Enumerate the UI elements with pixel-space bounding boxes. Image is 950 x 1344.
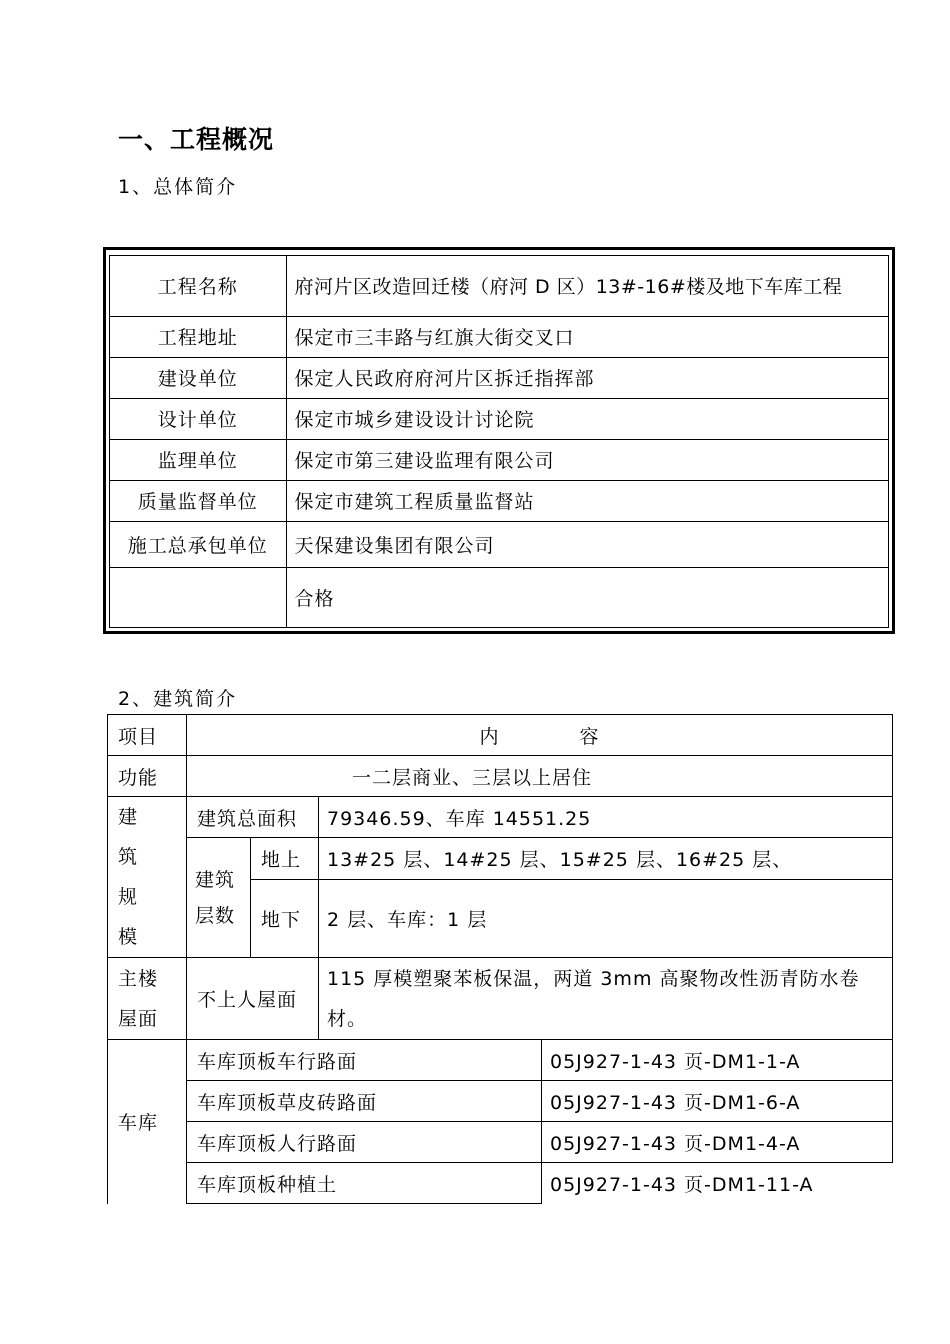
row-label: 质量监督单位 [110, 480, 286, 521]
table-row [110, 480, 888, 521]
table-row [108, 1081, 893, 1122]
overview-table-frame [103, 247, 895, 634]
table-row [110, 316, 888, 357]
table-row [108, 838, 893, 880]
row-value: 保定人民政府府河片区拆迁指挥部 [286, 357, 888, 398]
below-value: 2 层、车库：1 层 [319, 880, 893, 958]
garage-item-code: 05J927-1-43 页-DM1-11-A [542, 1163, 893, 1204]
garage-item-name: 车库顶板车行路面 [187, 1040, 542, 1081]
row-value: 天保建设集团有限公司 [286, 521, 888, 567]
row-label: 监理单位 [110, 439, 286, 480]
roof-value: 115 厚模塑聚苯板保温，两道 3mm 高聚物改性沥青防水卷 材。 [319, 958, 893, 1040]
header-item: 项目 [108, 715, 187, 756]
floors-label: 建筑 层数 [187, 838, 251, 958]
row-label: 工程地址 [110, 316, 286, 357]
row-label: 设计单位 [110, 398, 286, 439]
table-row [110, 521, 888, 567]
table-row [110, 357, 888, 398]
below-label: 地下 [251, 880, 319, 958]
garage-item-name: 车库顶板种植土 [187, 1163, 542, 1204]
main-heading: 一、工程概况 [118, 125, 275, 154]
table-row [110, 439, 888, 480]
table-row [110, 567, 888, 627]
table-row [108, 1163, 893, 1204]
row-value: 保定市第三建设监理有限公司 [286, 439, 888, 480]
garage-item-code: 05J927-1-43 页-DM1-1-A [542, 1040, 893, 1081]
row-label: 工程名称 [110, 256, 286, 316]
row-value: 保定市建筑工程质量监督站 [286, 480, 888, 521]
table-row [108, 1040, 893, 1081]
garage-item-name: 车库顶板草皮砖路面 [187, 1081, 542, 1122]
row-value: 保定市城乡建设设计讨论院 [286, 398, 888, 439]
table-row [108, 756, 893, 797]
table-row [110, 398, 888, 439]
row-value: 府河片区改造回迁楼（府河 D 区）13#-16#楼及地下车库工程 [286, 256, 888, 316]
above-label: 地上 [251, 838, 319, 880]
row-label: 建设单位 [110, 357, 286, 398]
roof-type: 不上人屋面 [187, 958, 319, 1040]
section1-title: 1、总体简介 [118, 176, 238, 198]
area-value: 79346.59、车库 14551.25 [319, 797, 893, 838]
table-row [108, 797, 893, 838]
header-content: 内 容 [187, 715, 893, 756]
scale-label: 建 筑 规 模 [108, 797, 187, 958]
garage-item-code: 05J927-1-43 页-DM1-4-A [542, 1122, 893, 1163]
table-row [108, 715, 893, 756]
area-label: 建筑总面积 [187, 797, 319, 838]
function-label: 功能 [108, 756, 187, 797]
garage-item-code: 05J927-1-43 页-DM1-6-A [542, 1081, 893, 1122]
row-label: 施工总承包单位 [110, 521, 286, 567]
above-value: 13#25 层、14#25 层、15#25 层、16#25 层、 [319, 838, 893, 880]
section2-title: 2、建筑简介 [118, 688, 238, 710]
overview-table [110, 256, 888, 627]
row-value: 合格 [286, 567, 888, 627]
building-table [107, 714, 893, 1204]
garage-item-name: 车库顶板人行路面 [187, 1122, 542, 1163]
table-row [108, 958, 893, 1040]
garage-label: 车库 [108, 1040, 187, 1204]
roof-label: 主楼 屋面 [108, 958, 187, 1040]
function-value: 一二层商业、三层以上居住 [187, 756, 893, 797]
row-value: 保定市三丰路与红旗大街交叉口 [286, 316, 888, 357]
table-row [110, 256, 888, 316]
table-row [108, 1122, 893, 1163]
row-label [110, 567, 286, 627]
